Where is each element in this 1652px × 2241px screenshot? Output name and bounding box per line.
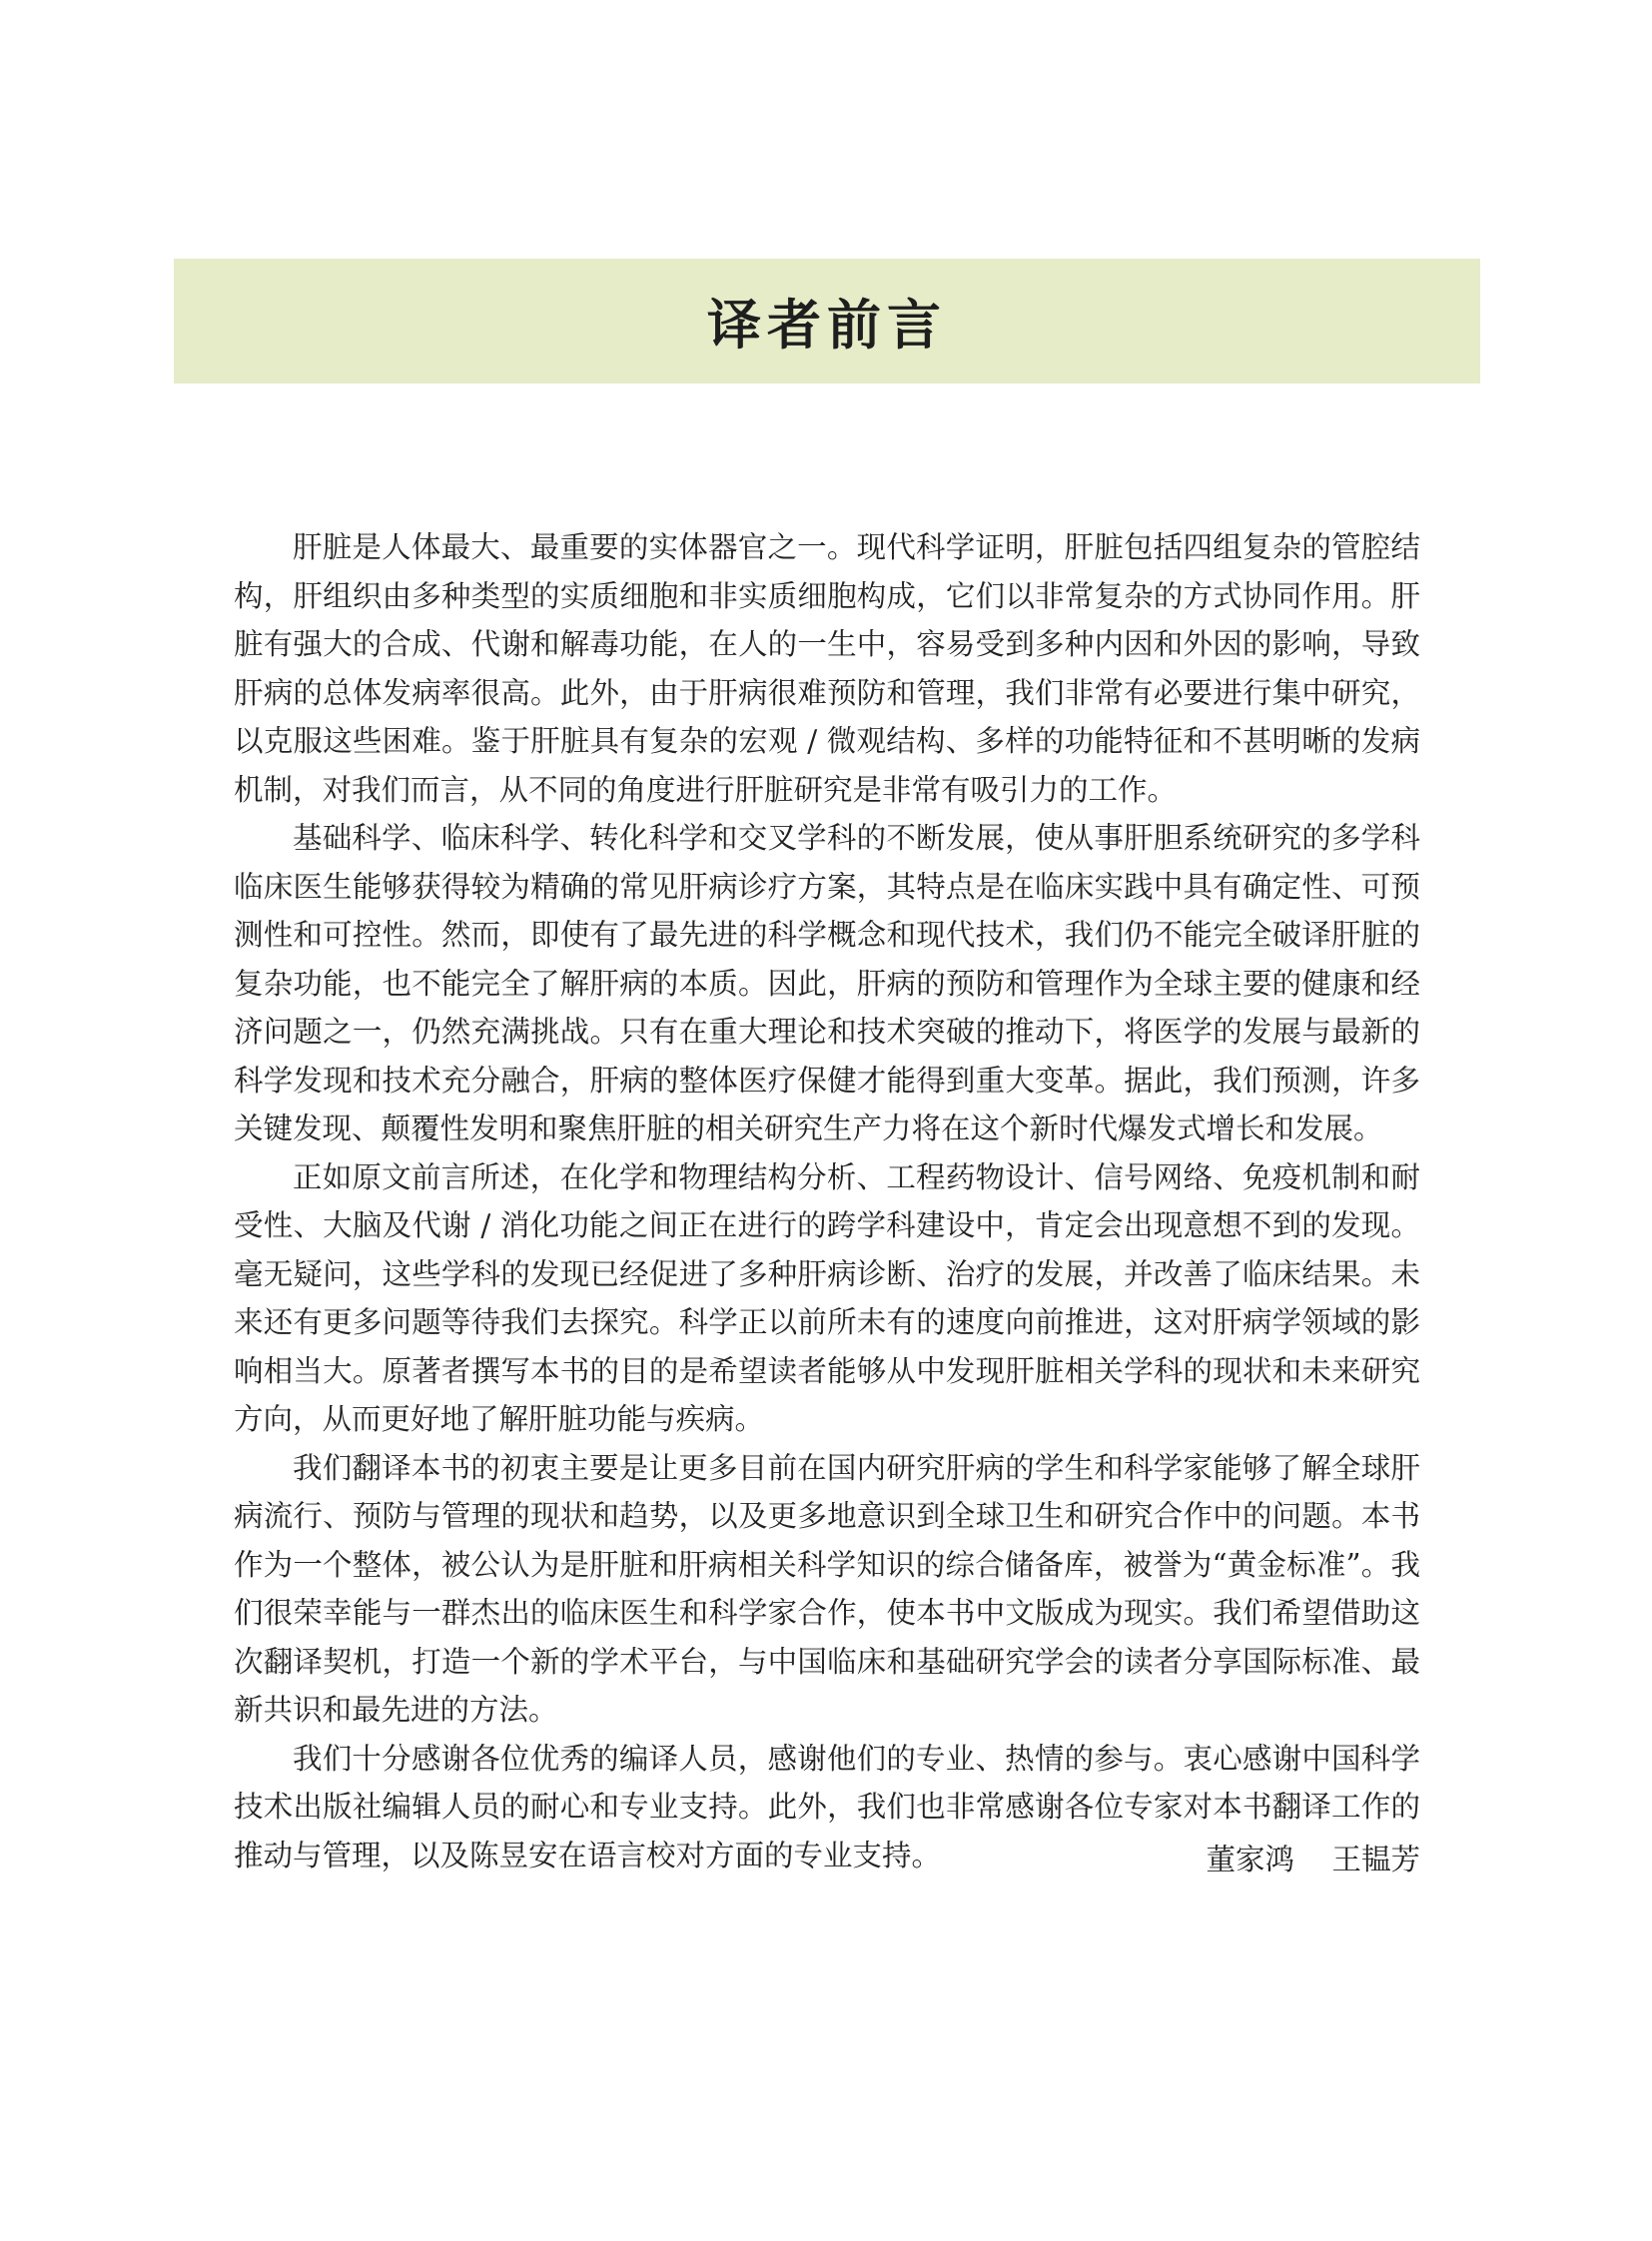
paragraph-5: 我们十分感谢各位优秀的编译人员，感谢他们的专业、热情的参与。衷心感谢中国科学技术出版社编辑人员的耐心和专业支持。此外，我们也非常感谢各位专家对本书翻译工作的推动与管理，以及陈昱安在语言校对方面的专业支持。 [234, 1741, 1420, 1872]
paragraph-4: 我们翻译本书的初衷主要是让更多目前在国内研究肝病的学生和科学家能够了解全球肝病流行、预防与管理的现状和趋势，以及更多地意识到全球卫生和研究合作中的问题。本书作为一个整体，被公认为是肝脏和肝病相关科学知识的综合储备库，被誉为“黄金标准”。我们很荣幸能与一群杰出的临床医生和科学家合作，使本书中文版成为现实。我们希望借助这次翻译契机，打造一个新的学术平台，与中国临床和基础研究学会的读者分享国际标准、最新共识和最先进的方法。 [234, 1450, 1420, 1727]
title-banner [174, 259, 1480, 383]
preface-body [234, 523, 1420, 1879]
translator-signature: 董家鸿 王韫芳 [1206, 1843, 1420, 1876]
page-title: 译者前言 [707, 294, 947, 357]
paragraph-2: 基础科学、临床科学、转化科学和交叉学科的不断发展，使从事肝胆系统研究的多学科临床医生能够获得较为精确的常见肝病诊疗方案，其特点是在临床实践中具有确定性、可预测性和可控性。然而，即使有了最先进的科学概念和现代技术，我们仍不能完全破译肝脏的复杂功能，也不能完全了解肝病的本质。因此，肝病的预防和管理作为全球主要的健康和经济问题之一，仍然充满挑战。只有在重大理论和技术突破的推动下，将医学的发展与最新的科学发现和技术充分融合，肝病的整体医疗保健才能得到重大变革。据此，我们预测，许多关键发现、颠覆性发明和聚焦肝脏的相关研究生产力将在这个新时代爆发式增长和发展。 [234, 821, 1420, 1145]
paragraph-3: 正如原文前言所述，在化学和物理结构分析、工程药物设计、信号网络、免疫机制和耐受性、大脑及代谢 / 消化功能之间正在进行的跨学科建设中，肯定会出现意想不到的发现。毫无疑问，这些学科的发现已经促进了多种肝病诊断、治疗的发展，并改善了临床结果。未来还有更多问题等待我们去探究。科学正以前所未有的速度向前推进，这对肝病学领域的影响相当大。原著者撰写本书的目的是希望读者能够从中发现肝脏相关学科的现状和未来研究方向，从而更好地了解肝脏功能与疾病。 [234, 1159, 1420, 1436]
paragraph-1: 肝脏是人体最大、最重要的实体器官之一。现代科学证明，肝脏包括四组复杂的管腔结构，肝组织由多种类型的实质细胞和非实质细胞构成，它们以非常复杂的方式协同作用。肝脏有强大的合成、代谢和解毒功能，在人的一生中，容易受到多种内因和外因的影响，导致肝病的总体发病率很高。此外，由于肝病很难预防和管理，我们非常有必要进行集中研究，以克服这些困难。鉴于肝脏具有复杂的宏观 / 微观结构、多样的功能特征和不甚明晰的发病机制，对我们而言，从不同的角度进行肝脏研究是非常有吸引力的工作。 [234, 530, 1420, 807]
